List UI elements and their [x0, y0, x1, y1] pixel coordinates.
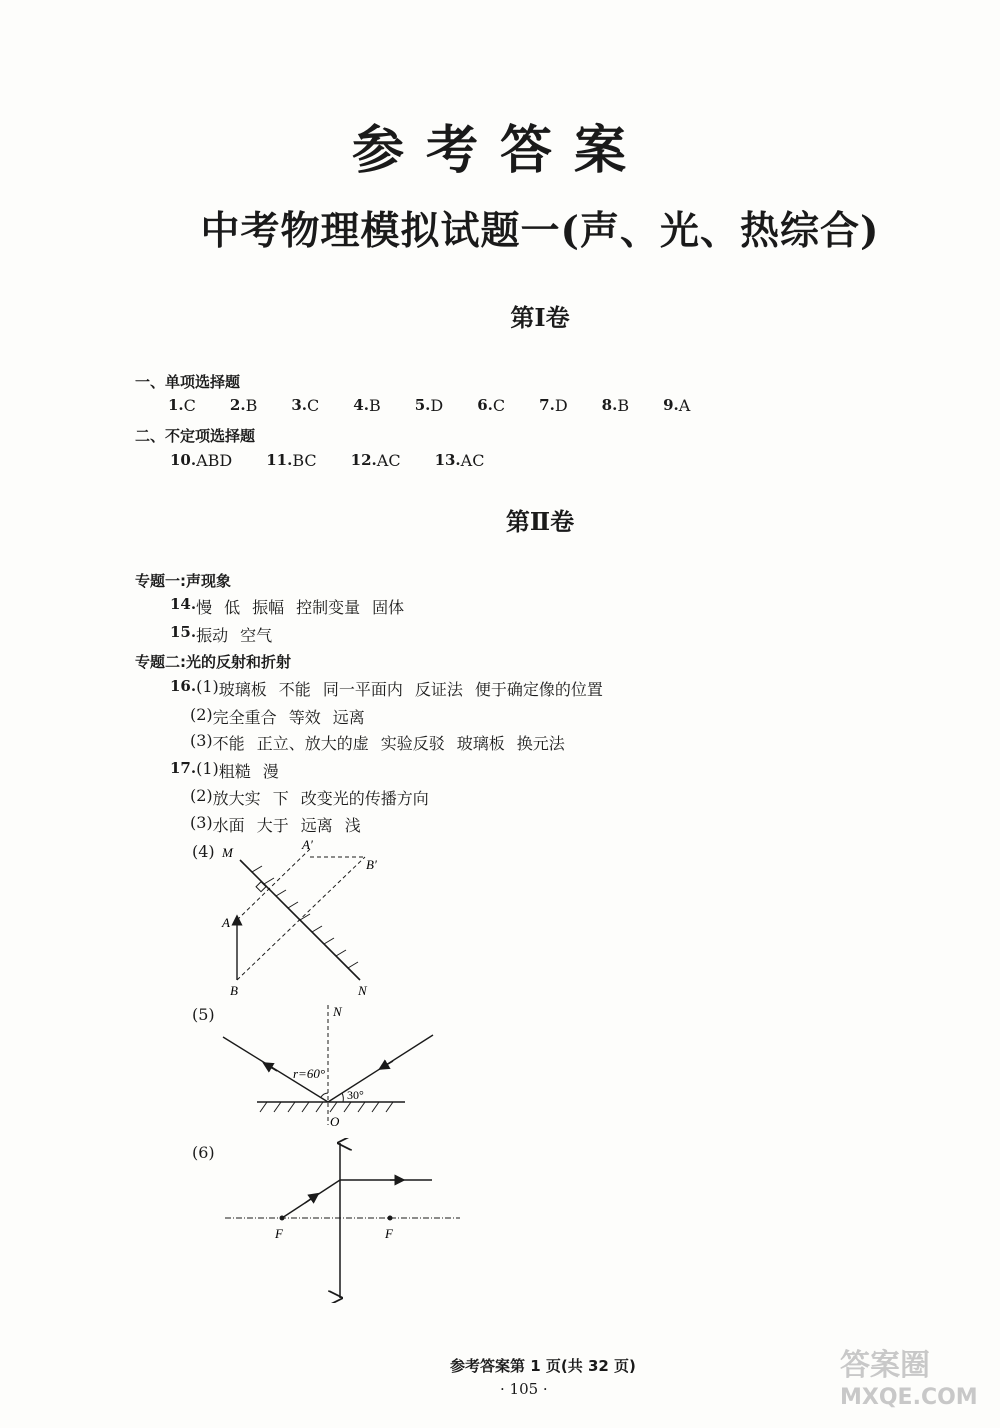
- section-2-title: 二、不定项选择题: [135, 427, 256, 445]
- fig5-angle: 30°: [347, 1088, 364, 1102]
- page-footer: 参考答案第 1 页(共 32 页): [450, 1357, 636, 1375]
- fig6-F1: F: [275, 1226, 283, 1241]
- q16-sub-label: (2): [190, 705, 213, 724]
- q14-part: 慢: [196, 598, 213, 617]
- multi-choice-answer: ABD: [196, 451, 233, 470]
- q15-answer: [170, 623, 284, 646]
- q17-part: 粗糙: [218, 762, 251, 781]
- choice-number: 8.: [601, 396, 618, 414]
- fig4-A: A: [222, 915, 230, 930]
- q17-part: 水面: [212, 816, 245, 835]
- choice-number: 2.: [229, 396, 246, 414]
- q16-part: 等效: [288, 708, 321, 727]
- q16-part: 正立、放大的虚: [256, 734, 369, 753]
- q16-part: 换元法: [516, 734, 565, 753]
- page-number: · 105 ·: [500, 1380, 548, 1398]
- q16-part: 同一平面内: [322, 680, 403, 699]
- fig4-M: M: [222, 845, 233, 860]
- q17-line-1: [170, 759, 291, 782]
- q16-sub-label: (3): [190, 731, 213, 750]
- multi-choice-number: 10.: [170, 451, 197, 469]
- choice-number: 9.: [663, 396, 679, 414]
- choice-answer: D: [430, 396, 444, 415]
- watermark-url: MXQE.COM: [840, 1385, 978, 1410]
- choice-answer: B: [368, 396, 381, 415]
- q14-number: 14.: [170, 595, 197, 613]
- q17-part: 放大实: [212, 789, 261, 808]
- focal-point-left: [280, 1216, 285, 1221]
- fig6-label: (6): [192, 1143, 215, 1162]
- q17-sub-label: (3): [190, 813, 213, 832]
- watermark-logo: 答案圈: [840, 1348, 930, 1383]
- q16-part: 完全重合: [212, 708, 277, 727]
- section-1-title: 一、单项选择题: [135, 373, 241, 391]
- volume-2-heading: 第Ⅱ卷: [505, 507, 575, 536]
- choice-number: 3.: [291, 396, 308, 414]
- fig5-O: O: [330, 1114, 340, 1129]
- topic-1-title: 专题一:声现象: [135, 572, 231, 590]
- q17-part: 浅: [344, 816, 361, 835]
- q16-line-2: [190, 705, 377, 728]
- subtitle: 中考物理模拟试题一(声、光、热综合): [200, 208, 880, 254]
- fig4-A-prime: A′: [302, 837, 313, 852]
- multi-choice-answer: AC: [376, 451, 401, 470]
- fig6-F2: F: [385, 1226, 393, 1241]
- q17-part: 大于: [256, 816, 289, 835]
- choice-answer: B: [617, 396, 630, 415]
- q17-part: 远离: [300, 816, 333, 835]
- fig5-N: N: [333, 1004, 342, 1019]
- q17-part: 下: [272, 789, 289, 808]
- volume-1-heading: 第Ⅰ卷: [510, 303, 570, 332]
- fig4-B-prime: B′: [366, 857, 377, 872]
- q16-part: 反证法: [414, 680, 463, 699]
- choice-answer: A: [678, 396, 691, 415]
- choice-number: 5.: [414, 396, 431, 414]
- q16-part: 远离: [332, 708, 365, 727]
- q16-part: 玻璃板: [456, 734, 505, 753]
- q17-number: 17.: [170, 759, 197, 777]
- main-title: 参考答案: [351, 120, 648, 181]
- q16-part: 便于确定像的位置: [474, 680, 603, 699]
- multi-choice-number: 11.: [266, 451, 293, 469]
- topic-2-title: 专题二:光的反射和折射: [135, 653, 291, 671]
- q14-part: 控制变量: [296, 598, 361, 617]
- choice-answer: B: [245, 396, 258, 415]
- choice-number: 6.: [477, 396, 493, 414]
- q15-part: 振动: [196, 626, 229, 645]
- q16-part: 实验反驳: [380, 734, 445, 753]
- q15-number: 15.: [170, 623, 197, 641]
- q15-part: 空气: [240, 626, 273, 645]
- q14-part: 固体: [372, 598, 405, 617]
- q16-part: 不能: [278, 680, 311, 699]
- multi-choice-number: 13.: [434, 451, 461, 469]
- fig4-label: (4): [192, 842, 215, 861]
- lens-diagram: [220, 1138, 465, 1303]
- fig5-label: (5): [192, 1005, 215, 1024]
- q14-answer: [170, 595, 416, 618]
- fig4-N: N: [358, 983, 367, 998]
- incident-ray: [328, 1035, 433, 1102]
- section-1-answers: [168, 396, 724, 415]
- fig4-B: B: [230, 983, 238, 998]
- choice-answer: C: [492, 396, 506, 415]
- q14-part: 低: [224, 598, 241, 617]
- q17-sub-label: (1): [196, 759, 219, 778]
- q17-line-3: [190, 813, 373, 836]
- choice-answer: C: [307, 396, 320, 415]
- q17-line-2: [190, 786, 441, 809]
- q16-sub-label: (1): [196, 677, 219, 696]
- q17-part: 漫: [262, 762, 279, 781]
- choice-answer: D: [554, 396, 568, 415]
- choice-answer: C: [183, 396, 196, 415]
- reflection-diagram: [215, 1000, 445, 1130]
- fig5-r: r=60°: [293, 1066, 326, 1081]
- q16-number: 16.: [170, 677, 197, 695]
- multi-choice-number: 12.: [350, 451, 377, 469]
- choice-number: 1.: [168, 396, 184, 414]
- q16-part: 不能: [212, 734, 245, 753]
- focal-point-right: [388, 1216, 393, 1221]
- q16-part: 玻璃板: [218, 680, 267, 699]
- section-2-answers: [170, 451, 518, 470]
- multi-choice-answer: AC: [460, 451, 485, 470]
- q14-part: 振幅: [252, 598, 285, 617]
- q17-part: 改变光的传播方向: [300, 789, 429, 808]
- multi-choice-answer: BC: [292, 451, 317, 470]
- choice-number: 4.: [353, 396, 369, 414]
- q16-line-3: [190, 731, 577, 754]
- mirror-diagram: [200, 835, 400, 1000]
- q16-line-1: [170, 677, 615, 700]
- choice-number: 7.: [539, 396, 555, 414]
- q17-sub-label: (2): [190, 786, 213, 805]
